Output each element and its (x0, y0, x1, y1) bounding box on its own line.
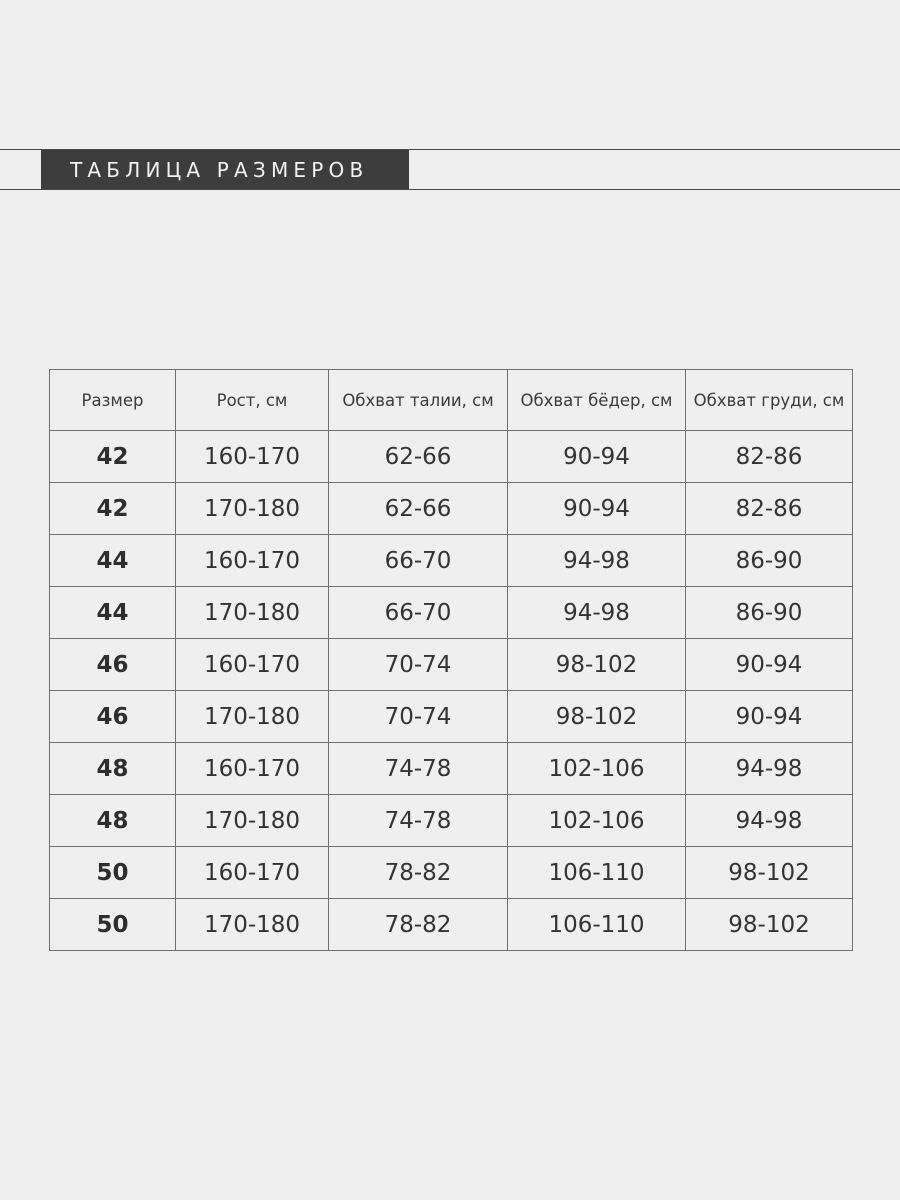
table-row (50, 691, 853, 743)
cell-hips: 102-106 (508, 743, 686, 795)
cell-size: 44 (50, 587, 176, 639)
cell-hips: 98-102 (508, 639, 686, 691)
cell-size: 48 (50, 743, 176, 795)
page-title: ТАБЛИЦА РАЗМЕРОВ (70, 157, 369, 182)
cell-waist: 78-82 (329, 847, 508, 899)
header-hips: Обхват бёдер, см (508, 370, 686, 431)
cell-hips: 94-98 (508, 587, 686, 639)
cell-waist: 74-78 (329, 795, 508, 847)
cell-size: 50 (50, 899, 176, 951)
cell-chest: 90-94 (686, 691, 853, 743)
cell-size: 42 (50, 483, 176, 535)
cell-height: 160-170 (176, 431, 329, 483)
cell-chest: 90-94 (686, 639, 853, 691)
title-divider-bottom (0, 189, 900, 190)
cell-size: 44 (50, 535, 176, 587)
cell-size: 48 (50, 795, 176, 847)
cell-hips: 90-94 (508, 483, 686, 535)
table-row (50, 535, 853, 587)
cell-chest: 94-98 (686, 795, 853, 847)
cell-hips: 102-106 (508, 795, 686, 847)
cell-chest: 98-102 (686, 899, 853, 951)
cell-size: 46 (50, 639, 176, 691)
cell-chest: 94-98 (686, 743, 853, 795)
cell-height: 170-180 (176, 691, 329, 743)
cell-height: 160-170 (176, 743, 329, 795)
header-waist: Обхват талии, см (329, 370, 508, 431)
cell-chest: 86-90 (686, 535, 853, 587)
cell-hips: 98-102 (508, 691, 686, 743)
cell-size: 42 (50, 431, 176, 483)
cell-waist: 66-70 (329, 535, 508, 587)
cell-waist: 74-78 (329, 743, 508, 795)
cell-chest: 82-86 (686, 483, 853, 535)
cell-chest: 82-86 (686, 431, 853, 483)
header-chest: Обхват груди, см (686, 370, 853, 431)
table-row (50, 743, 853, 795)
size-table (49, 369, 853, 951)
cell-size: 46 (50, 691, 176, 743)
table-row (50, 431, 853, 483)
cell-chest: 98-102 (686, 847, 853, 899)
cell-height: 160-170 (176, 535, 329, 587)
cell-hips: 106-110 (508, 847, 686, 899)
table-header-row (50, 370, 853, 431)
cell-waist: 66-70 (329, 587, 508, 639)
title-band (41, 150, 409, 189)
cell-hips: 94-98 (508, 535, 686, 587)
cell-height: 170-180 (176, 899, 329, 951)
cell-size: 50 (50, 847, 176, 899)
cell-waist: 78-82 (329, 899, 508, 951)
cell-height: 170-180 (176, 587, 329, 639)
cell-height: 170-180 (176, 483, 329, 535)
cell-height: 170-180 (176, 795, 329, 847)
cell-height: 160-170 (176, 639, 329, 691)
header-size: Размер (50, 370, 176, 431)
cell-chest: 86-90 (686, 587, 853, 639)
table-row (50, 483, 853, 535)
table-row (50, 847, 853, 899)
cell-waist: 62-66 (329, 431, 508, 483)
table-row (50, 899, 853, 951)
cell-waist: 70-74 (329, 691, 508, 743)
header-height: Рост, см (176, 370, 329, 431)
table-row (50, 639, 853, 691)
table-row (50, 795, 853, 847)
cell-height: 160-170 (176, 847, 329, 899)
table-row (50, 587, 853, 639)
cell-waist: 62-66 (329, 483, 508, 535)
cell-waist: 70-74 (329, 639, 508, 691)
cell-hips: 106-110 (508, 899, 686, 951)
cell-hips: 90-94 (508, 431, 686, 483)
